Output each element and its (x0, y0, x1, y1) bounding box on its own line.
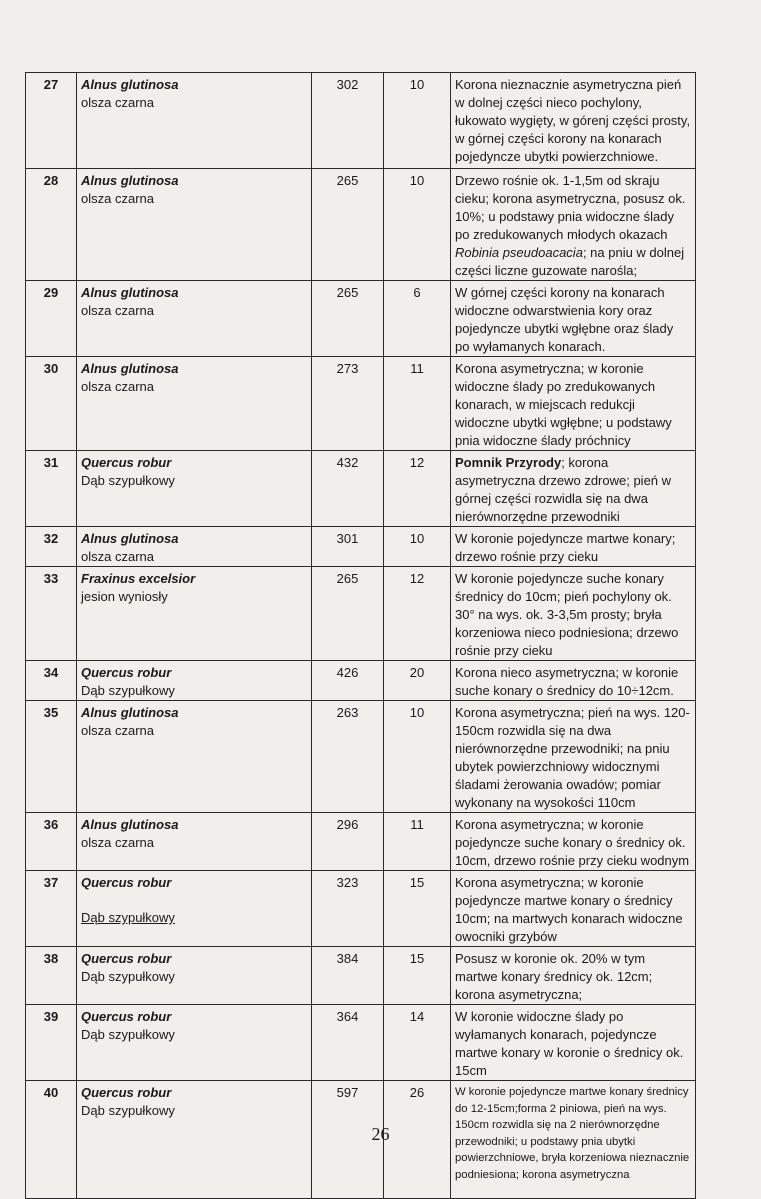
description-text: Drzewo rośnie ok. 1-1,5m od skraju cieku; korona asymetryczna, posusz ok. 10%; u podstawy pnia widoczne ślady po zredukowanych młodych okazach (455, 173, 686, 242)
species-cell (77, 73, 312, 169)
latin-name: Fraxinus excelsior (81, 571, 196, 586)
description: W koronie widoczne ślady po wyłamanych konarach, pojedyncze martwe konary w koronie o średnicy ok. 15cm (451, 1005, 696, 1081)
description: Korona asymetryczna; w koronie pojedyncze martwe konary o średnicy 10cm; na martwych konarach widoczne owocniki grzybów (451, 871, 696, 947)
species-cell (77, 357, 312, 451)
species-cell (77, 947, 312, 1005)
common-name: Dąb szypułkowy (81, 969, 175, 984)
circumference: 265 (312, 567, 384, 661)
height: 11 (384, 357, 451, 451)
description: Posusz w koronie ok. 20% w tym martwe konary średnicy ok. 12cm; korona asymetryczna; (451, 947, 696, 1005)
table-row (26, 567, 696, 661)
description: Korona nieco asymetryczna; w koronie suche konary o średnicy do 10÷12cm. (451, 661, 696, 701)
latin-name: Alnus glutinosa (81, 531, 179, 546)
species-cell (77, 1005, 312, 1081)
latin-name: Alnus glutinosa (81, 361, 179, 376)
description: W koronie pojedyncze martwe konary; drzewo rośnie przy cieku (451, 527, 696, 567)
common-name: Dąb szypułkowy (81, 683, 175, 698)
common-name: Dąb szypułkowy (81, 1103, 175, 1118)
description: Korona asymetryczna; w koronie widoczne ślady po zredukowanych konarach, w miejscach redukcji widoczne ubytki wgłębne; u podstawy pnia widoczne ślady próchnicy (451, 357, 696, 451)
description: Korona nieznacznie asymetryczna pień w dolnej części nieco pochylony, łukowato wygięty, w górenj części prosty, w górnej części korony na konarach pojedyncze ubytki powierzchniowe. (451, 73, 696, 169)
latin-name: Alnus glutinosa (81, 705, 179, 720)
table-row (26, 871, 696, 947)
height: 12 (384, 567, 451, 661)
species-cell (77, 169, 312, 281)
height: 10 (384, 73, 451, 169)
table-row (26, 661, 696, 701)
table-row (26, 527, 696, 567)
height: 12 (384, 451, 451, 527)
common-name: olsza czarna (81, 723, 154, 738)
circumference: 323 (312, 871, 384, 947)
circumference: 426 (312, 661, 384, 701)
height: 14 (384, 1005, 451, 1081)
circumference: 263 (312, 701, 384, 813)
species-cell (77, 527, 312, 567)
tree-number: 28 (26, 169, 77, 281)
common-name: Dąb szypułkowy (81, 910, 175, 925)
description-text: ; na pniu w dolnej części liczne guzowate narośla; (455, 245, 685, 278)
circumference: 296 (312, 813, 384, 871)
height: 20 (384, 661, 451, 701)
height: 15 (384, 947, 451, 1005)
tree-inventory-table (25, 72, 696, 1199)
tree-number: 38 (26, 947, 77, 1005)
description: W górnej części korony na konarach widoczne odwarstwienia kory oraz pojedyncze ubytki wgłębne oraz ślady po wyłamanych konarach. (451, 281, 696, 357)
table-row (26, 701, 696, 813)
latin-name: Alnus glutinosa (81, 817, 179, 832)
table-row (26, 281, 696, 357)
table-row (26, 73, 696, 169)
description: Korona asymetryczna; w koronie pojedyncze suche konary o średnicy ok. 10cm, drzewo rośnie przy cieku wodnym (451, 813, 696, 871)
common-name: olsza czarna (81, 379, 154, 394)
latin-name: Quercus robur (81, 665, 172, 680)
table-row (26, 813, 696, 871)
species-cell (77, 281, 312, 357)
latin-name: Alnus glutinosa (81, 173, 179, 188)
height: 10 (384, 527, 451, 567)
common-name: Dąb szypułkowy (81, 473, 175, 488)
table-row (26, 1005, 696, 1081)
circumference: 265 (312, 169, 384, 281)
height: 15 (384, 871, 451, 947)
tree-number: 39 (26, 1005, 77, 1081)
circumference: 432 (312, 451, 384, 527)
latin-name: Quercus robur (81, 1009, 172, 1024)
tree-number: 35 (26, 701, 77, 813)
circumference: 597 (312, 1081, 384, 1199)
tree-number: 36 (26, 813, 77, 871)
circumference: 301 (312, 527, 384, 567)
common-name: jesion wyniosły (81, 589, 168, 604)
height: 10 (384, 701, 451, 813)
description: W koronie pojedyncze martwe konary średnicy do 12-15cm;forma 2 piniowa, pień na wys. 150cm rozwidla się na 2 nierównorzędne przewodniki; u podstawy pnia ubytki powierzchniowe, bryła korzeniowa nieznacznie podniesiona; korona asymetryczna (451, 1081, 696, 1199)
circumference: 364 (312, 1005, 384, 1081)
species-cell (77, 661, 312, 701)
latin-name: Quercus robur (81, 951, 172, 966)
table-row (26, 947, 696, 1005)
height: 26 (384, 1081, 451, 1199)
latin-name: Quercus robur (81, 1085, 172, 1100)
circumference: 265 (312, 281, 384, 357)
latin-name: Alnus glutinosa (81, 285, 179, 300)
latin-name: Quercus robur (81, 875, 172, 890)
description (451, 169, 696, 281)
table-row (26, 357, 696, 451)
common-name: olsza czarna (81, 835, 154, 850)
description (451, 451, 696, 527)
description: W koronie pojedyncze suche konary średnicy do 10cm; pień pochylony ok. 30° na wys. ok. 3-3,5m prosty; bryła korzeniowa nieco podniesiona; drzewo rośnie przy cieku (451, 567, 696, 661)
common-name: olsza czarna (81, 303, 154, 318)
latin-name: Quercus robur (81, 455, 172, 470)
circumference: 384 (312, 947, 384, 1005)
description-text: ; korona asymetryczna drzewo zdrowe; pień w górnej części rozwidla się na dwa nierównorzędne przewodniki (455, 455, 672, 524)
tree-number: 37 (26, 871, 77, 947)
common-name: Dąb szypułkowy (81, 1027, 175, 1042)
latin-name: Alnus glutinosa (81, 77, 179, 92)
tree-number: 29 (26, 281, 77, 357)
tree-number: 30 (26, 357, 77, 451)
table-row (26, 451, 696, 527)
description: Korona asymetryczna; pień na wys. 120-150cm rozwidla się na dwa nierównorzędne przewodniki; na pniu ubytek powierzchniowy widocznymi śladami żerowania owadów; pomiar wykonany na wysokości 110cm (451, 701, 696, 813)
tree-number: 34 (26, 661, 77, 701)
circumference: 273 (312, 357, 384, 451)
tree-number: 32 (26, 527, 77, 567)
species-cell (77, 701, 312, 813)
page-number: 26 (371, 1124, 390, 1144)
tree-number: 31 (26, 451, 77, 527)
species-reference: Robinia pseudoacacia (455, 245, 583, 260)
circumference: 302 (312, 73, 384, 169)
height: 6 (384, 281, 451, 357)
height: 10 (384, 169, 451, 281)
common-name: olsza czarna (81, 95, 154, 110)
species-cell (77, 813, 312, 871)
table-row (26, 169, 696, 281)
species-cell (77, 567, 312, 661)
species-cell (77, 871, 312, 947)
tree-number: 40 (26, 1081, 77, 1199)
tree-number: 33 (26, 567, 77, 661)
common-name: olsza czarna (81, 549, 154, 564)
common-name: olsza czarna (81, 191, 154, 206)
tree-number: 27 (26, 73, 77, 169)
height: 11 (384, 813, 451, 871)
nature-monument-label: Pomnik Przyrody (455, 455, 562, 470)
species-cell (77, 451, 312, 527)
